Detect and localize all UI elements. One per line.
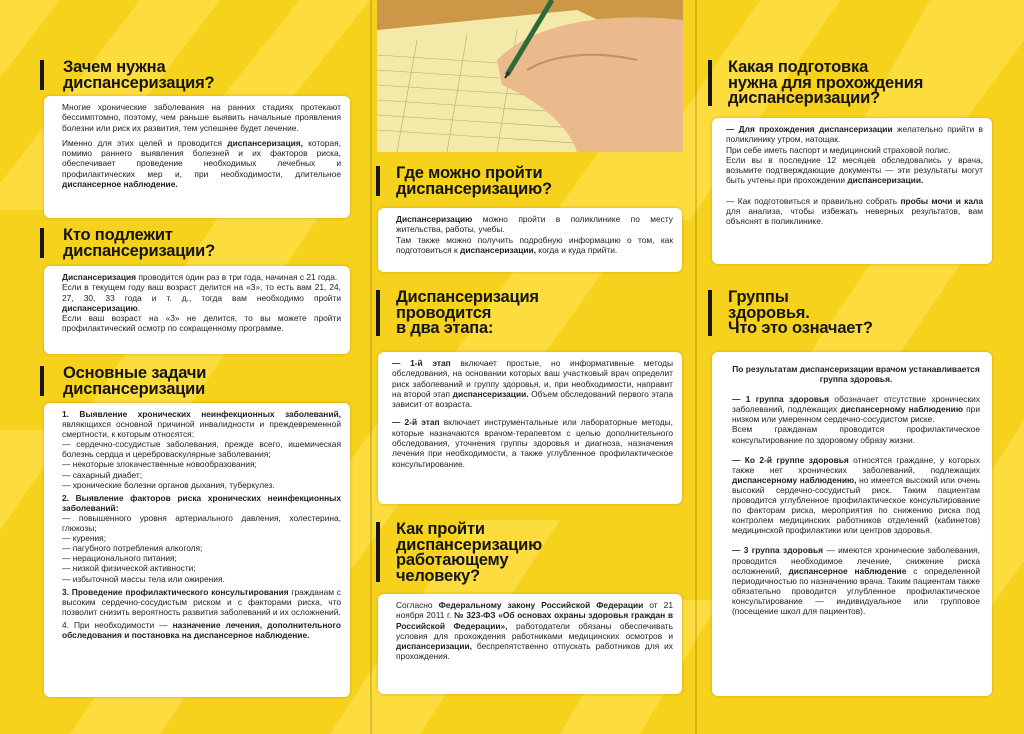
task-4 bbox=[62, 620, 341, 640]
why-term: диспансерное наблюдение. bbox=[62, 179, 178, 190]
tasks-heading-line2: диспансеризации bbox=[63, 379, 206, 398]
workers-heading-line1: Как пройти bbox=[396, 520, 485, 538]
stage-text: Объем обследований первого этапа зависит от возраста. bbox=[392, 388, 673, 410]
prep-text-box bbox=[712, 118, 992, 264]
group-1-note: Всем гражданам проводится профилактическое консультирование по здоровому образу жизни. bbox=[732, 424, 980, 445]
who-term: диспансеризацию bbox=[62, 302, 138, 313]
workers-text: беспрепятственно отпускать работников для их прохождения. bbox=[396, 641, 673, 662]
task-1-item: — сахарный диабет; bbox=[62, 469, 143, 480]
where-term: диспансеризации, bbox=[460, 244, 536, 255]
group-3 bbox=[732, 545, 980, 616]
stage-2 bbox=[392, 417, 673, 468]
heading-bar bbox=[376, 166, 380, 196]
prep-heading bbox=[728, 60, 923, 107]
group-text: обозначает отсутствие хронических заболеваний, подлежащих bbox=[732, 394, 980, 415]
prep-paragraph-4 bbox=[726, 196, 983, 227]
fold-line-right bbox=[695, 0, 697, 734]
task-2-item: — курения; bbox=[62, 533, 107, 544]
prep-term: — Для прохождения диспансеризации bbox=[726, 124, 893, 134]
group-term: диспансерному наблюдению, bbox=[732, 474, 857, 485]
workers-term: № 323-ФЗ «Об основах охраны здоровья граждан в Российской Федерации», bbox=[396, 610, 673, 631]
stages-heading-line3: в два этапа: bbox=[396, 319, 494, 337]
stages-heading bbox=[396, 290, 539, 337]
heading-bar bbox=[708, 60, 712, 106]
why-heading-line2: диспансеризация? bbox=[63, 73, 215, 92]
groups-text-box bbox=[712, 352, 992, 696]
stage-text: включает простые, но информативные методы обследования, на основании которых ваш участковый врач определит риск заболеваний и группу здоровья, и, при необходимости, направит на второй этап bbox=[392, 358, 673, 399]
group-text: — имеются хронические заболевания, проводится необходимое лечение, снижение риска осложнений, bbox=[732, 545, 981, 576]
where-paragraph-2 bbox=[396, 235, 673, 256]
task-2-item: — избыточной массы тела или ожирения. bbox=[62, 573, 225, 584]
who-heading bbox=[63, 228, 215, 259]
workers-heading bbox=[396, 522, 542, 584]
hand-writing-photo-icon bbox=[377, 0, 683, 152]
tasks-text-box bbox=[44, 403, 350, 697]
prep-paragraph-1 bbox=[726, 124, 983, 145]
stages-heading-line1: Диспансеризация bbox=[396, 288, 539, 306]
group-term: — 3 группа здоровья bbox=[732, 545, 824, 556]
prep-text: Если вы в последние 12 месяцев обследовались у врача, возьмите подтверждающие документы — эти результаты могут быть учтены при прохождении bbox=[726, 154, 983, 186]
who-text: проводится один раз в три года, начиная с 21 года. bbox=[136, 272, 338, 282]
workers-text: от 21 ноября 2011 г. bbox=[396, 600, 673, 621]
group-text: но имеется высокий или очень высокий сердечно-сосудистый риск. Таким пациентам проводится углубленное профилактическое консультирование по факторам риска, мероприятия по снижению риска под контролем медицинских работников отделений (кабинетов) медицинской профилактики или центров здоровья. bbox=[732, 474, 980, 536]
heading-bar bbox=[40, 228, 44, 258]
task-2-item: — низкой физической активности; bbox=[62, 563, 196, 574]
who-text: Если в текущем году ваш возраст делится на «3», то есть вам 21, 24, 27, 30, 33 года и т. д., тогда вам необходимо пройти bbox=[62, 282, 341, 303]
groups-heading-line2: здоровья. bbox=[728, 303, 810, 322]
why-paragraph-2 bbox=[62, 138, 341, 189]
prep-text: — Как подготовиться и правильно собрать bbox=[726, 195, 901, 206]
prep-paragraph-2: При себе иметь паспорт и медицинский страховой полис. bbox=[726, 144, 951, 155]
task-2-item: — пагубного потребления алкоголя; bbox=[62, 543, 203, 554]
why-text: которая, помимо раннего выявления болезней и их факторов риска, обеспечивает проведение необходимых лечебных и профилактических мер и, при необходимости, длительное bbox=[62, 137, 341, 179]
where-heading bbox=[396, 166, 552, 197]
task-term: 2. Выявление факторов риска хронических неинфекционных заболеваний: bbox=[62, 492, 341, 513]
group-2 bbox=[732, 455, 980, 536]
prep-paragraph-3 bbox=[726, 155, 983, 186]
stage-1 bbox=[392, 358, 673, 409]
workers-heading-line2: диспансеризацию bbox=[396, 535, 543, 554]
task-2-item: — нерационального питания; bbox=[62, 553, 177, 564]
groups-intro bbox=[732, 364, 980, 384]
prep-heading-line1: Какая подготовка bbox=[728, 58, 869, 76]
task-3 bbox=[62, 587, 341, 617]
groups-heading bbox=[728, 290, 873, 337]
prep-text: желательно прийти в поликлинику утром, натощак. bbox=[726, 124, 983, 145]
why-heading bbox=[63, 60, 214, 91]
task-term: 3. Проведение профилактического консультирования bbox=[62, 586, 289, 597]
group-text: с определенной периодичностью по назначению врача. Таким пациентам также обязательно проводится углубленное профилактическое консультирование — индивидуальное или групповое (посещение школ для пациентов). bbox=[732, 565, 980, 616]
task-2 bbox=[62, 493, 341, 513]
why-text: Именно для этих целей и проводится bbox=[62, 137, 228, 148]
heading-bar bbox=[708, 290, 712, 336]
where-term: Диспансеризацию bbox=[396, 214, 473, 224]
where-heading-line2: диспансеризацию? bbox=[396, 179, 552, 198]
where-text: когда и куда прийти. bbox=[535, 244, 618, 255]
task-term: назначение лечения, дополнительного обследования и постановка на диспансерное наблюдение. bbox=[62, 619, 341, 640]
who-paragraph-1 bbox=[62, 272, 341, 282]
who-term: Диспансеризация bbox=[62, 272, 137, 282]
why-paragraph-1: Многие хронические заболевания на ранних стадиях протекают бессимптомно, поэтому, чем раньше выявить начальные проявления болезни или риск их развития, тем успешнее будет лечение. bbox=[62, 102, 341, 133]
workers-paragraph bbox=[396, 600, 673, 662]
task-text: гражданам с высоким сердечно-сосудистым риском и с факторами риска, что позволит снизить вероятность развития заболеваний и их осложнений. bbox=[62, 586, 341, 617]
workers-text-box bbox=[378, 594, 682, 694]
who-heading-line2: диспансеризации? bbox=[63, 241, 215, 260]
who-paragraph-2 bbox=[62, 282, 341, 313]
task-1-item: — сердечно-сосудистые заболевания, прежде всего, ишемическая болезнь сердца и цереброваскулярные заболевания; bbox=[62, 439, 341, 460]
tasks-heading bbox=[63, 366, 206, 397]
group-term: диспансерному наблюдению bbox=[840, 404, 963, 415]
workers-term: диспансеризации, bbox=[396, 641, 472, 652]
groups-heading-line3: Что это означает? bbox=[728, 319, 873, 337]
task-1 bbox=[62, 409, 341, 439]
workers-heading-line4: человеку? bbox=[396, 566, 480, 585]
prep-term: диспансеризации. bbox=[847, 175, 924, 186]
workers-text: Согласно bbox=[396, 600, 439, 610]
stage-term: — 1-й этап bbox=[392, 358, 451, 368]
where-text: Там также можно получить подробную информацию о том, как подготовиться к bbox=[396, 234, 673, 255]
heading-bar bbox=[40, 366, 44, 396]
why-term: диспансеризация, bbox=[227, 137, 303, 148]
stages-heading-line2: проводится bbox=[396, 303, 492, 322]
task-term: 1. Выявление хронических неинфекционных заболеваний, bbox=[62, 409, 341, 419]
hand-writing-photo bbox=[377, 0, 683, 152]
prep-term: пробы мочи и кала bbox=[900, 195, 984, 206]
why-text-box bbox=[44, 96, 350, 218]
prep-heading-line3: диспансеризации? bbox=[728, 89, 880, 107]
group-1 bbox=[732, 394, 980, 424]
group-term: — Ко 2-й группе здоровья bbox=[732, 454, 849, 465]
stage-term: диспансеризации. bbox=[452, 388, 529, 399]
who-text: . bbox=[137, 302, 140, 313]
group-term: диспансерное наблюдение bbox=[788, 565, 907, 576]
where-text: можно пройти в поликлинике по месту жительства, работы, учебы. bbox=[396, 214, 673, 235]
stage-term: — 2-й этап bbox=[392, 417, 440, 428]
task-1-item: — хронические болезни органов дыхания, туберкулез. bbox=[62, 479, 275, 490]
task-2-item: — повышенного уровня артериального давления, холестерина, глюкозы; bbox=[62, 512, 341, 534]
group-term: — 1 группа здоровья bbox=[732, 394, 830, 405]
heading-bar bbox=[376, 522, 380, 582]
group-text: относятся граждане, у которых также нет хронических заболеваний, подлежащих bbox=[732, 454, 980, 475]
heading-bar bbox=[376, 290, 380, 336]
groups-intro-text: По результатам диспансеризации врачом устанавливается группа здоровья. bbox=[732, 364, 980, 385]
tasks-heading-line1: Основные задачи bbox=[63, 364, 207, 382]
stages-text-box bbox=[378, 352, 682, 504]
heading-bar bbox=[40, 60, 44, 90]
workers-term: Федеральному закону Российской Федерации bbox=[438, 600, 644, 610]
where-paragraph-1 bbox=[396, 214, 673, 235]
where-text-box bbox=[378, 208, 682, 272]
task-text: 4. При необходимости — bbox=[62, 619, 173, 630]
who-heading-line1: Кто подлежит bbox=[63, 226, 173, 244]
fold-line-left bbox=[370, 0, 372, 734]
task-text: являющихся основной причиной инвалидности и преждевременной смертности, к которым относятся: bbox=[62, 419, 341, 440]
workers-heading-line3: работающему bbox=[396, 551, 509, 569]
where-heading-line1: Где можно пройти bbox=[396, 164, 543, 182]
prep-text: для анализа, чтобы избежать неверных результатов, вам объяснят в поликлинике. bbox=[726, 206, 983, 227]
groups-heading-line1: Группы bbox=[728, 288, 789, 306]
who-text-box bbox=[44, 266, 350, 354]
who-paragraph-3: Если ваш возраст на «3» не делится, то вы можете пройти профилактический осмотр по сокращенному программе. bbox=[62, 313, 341, 334]
prep-heading-line2: нужна для прохождения bbox=[728, 73, 924, 92]
group-text: при низком или умеренном сердечно-сосудистом риске. bbox=[732, 404, 981, 425]
workers-text: работодатели обязаны обеспечивать условия для прохождения работниками медицинских осмотров и bbox=[396, 620, 674, 641]
task-1-item: — некоторые злокачественные новообразования; bbox=[62, 459, 257, 470]
why-heading-line1: Зачем нужна bbox=[63, 58, 166, 76]
stage-text: включает инструментальные или лабораторные методы, которые назначаются врачом-терапевтом с целью дополнительного обследования, уточнения группы здоровья и диагноза, назначения лечения при необходимости, а также углубленное профилактическое консультирование. bbox=[392, 417, 673, 469]
